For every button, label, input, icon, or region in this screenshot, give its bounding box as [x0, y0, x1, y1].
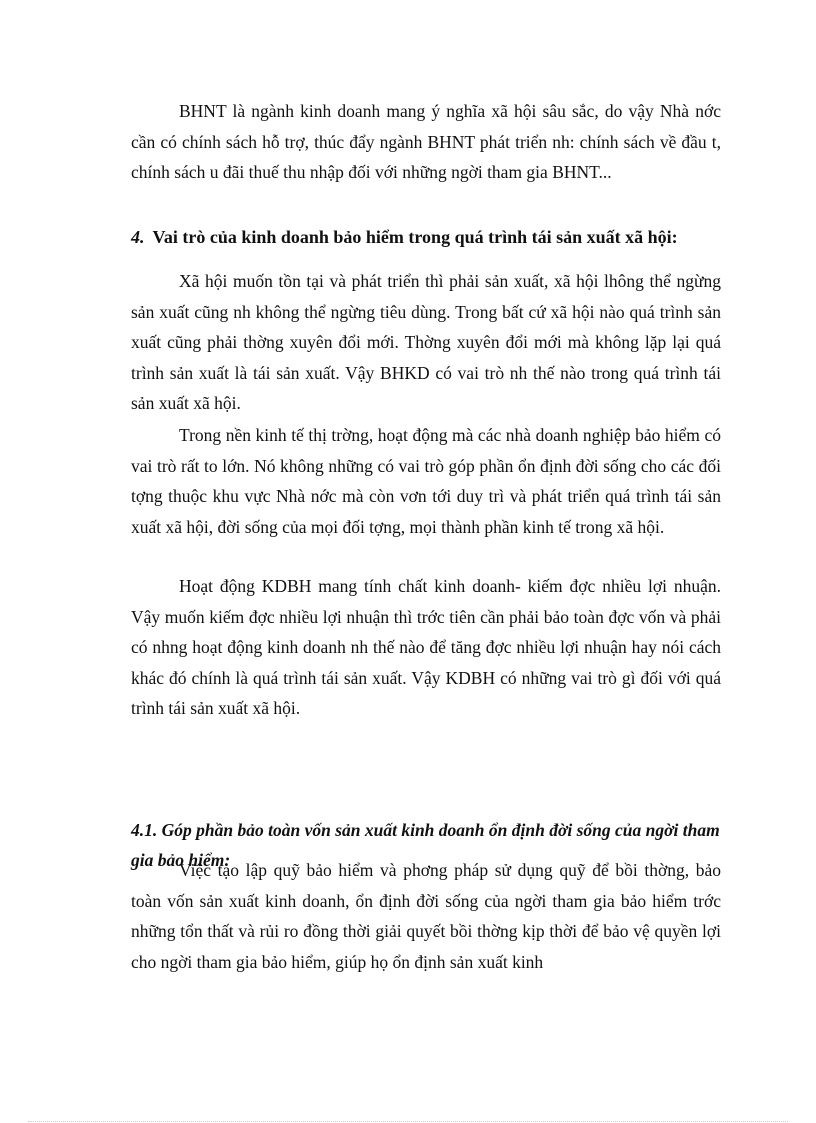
section-heading-4 — [131, 222, 731, 252]
paragraph-reproduction: Xã hội muốn tồn tại và phát triển thì phải sản xuất, xã hội lhông thể ngừng sản xuất cũng nh không thể ngừng tiêu dùng. Trong bất cứ xã hội nào quá trình sản xuất cũng phải thờng xuyên đổi mới. Thờng xuyên đổi mới mà không lặp lại quá trình sản xuất là tái sản xuất. Vậy BHKD có vai trò nh thế nào trong quá trình tái sản xuất xã hội. — [131, 271, 721, 413]
paragraph-insurance-fund: Việc tạo lập quỹ bảo hiểm và phơng pháp sử dụng quỹ để bồi thờng, bảo toàn vốn sản xuất kinh doanh, ổn định đời sống của ngời tham gia bảo hiểm trớc những tổn thất và rủi ro đồng thời giải quyết bồi thờng kịp thời để bảo vệ quyền lợi cho ngời tham gia bảo hiểm, giúp họ ổn định sản xuất kinh — [131, 860, 721, 972]
section-number: 4. — [131, 227, 145, 247]
paragraph-kdbh-activity: Hoạt động KDBH mang tính chất kinh doanh- kiếm đợc nhiều lợi nhuận. Vậy muốn kiếm đợc nhiều lợi nhuận thì trớc tiên cần phải bảo toàn đợc vốn và phải có nhng hoạt động kinh doanh nh thế nào để tăng đợc nhiều lợi nhuận hay nói cách khác đó chính là quá trình tái sản xuất. Vậy KDBH có những vai trò gì đối với quá trình tái sản xuất xã hội. — [131, 576, 721, 718]
subsection-heading-4-1: 4.1. Góp phần bảo toàn vốn sản xuất kinh doanh ổn định đời sống của ngời tham gia bảo hiểm: — [131, 820, 720, 870]
paragraph-market-economy: Trong nền kinh tế thị trờng, hoạt động mà các nhà doanh nghiệp bảo hiểm có vai trò rất to lớn. Nó không những có vai trò góp phần ổn định đời sống cho các đối tợng thuộc khu vực Nhà nớc mà còn vơn tới duy trì và phát triển quá trình tái sản xuất xã hội, đời sống của mọi đối tợng, mọi thành phần kinh tế trong xã hội. — [131, 425, 721, 537]
page-bottom-rule — [28, 1121, 788, 1122]
section-title: Vai trò của kinh doanh bảo hiểm trong quá trình tái sản xuất xã hội: — [152, 227, 678, 247]
paragraph-bhnt: BHNT là ngành kinh doanh mang ý nghĩa xã hội sâu sắc, do vậy Nhà nớc cần có chính sách hỗ trợ, thúc đẩy ngành BHNT phát triển nh: chính sách về đầu t, chính sách u đãi thuế thu nhập đối với những ngời tham gia BHNT... — [131, 101, 721, 182]
